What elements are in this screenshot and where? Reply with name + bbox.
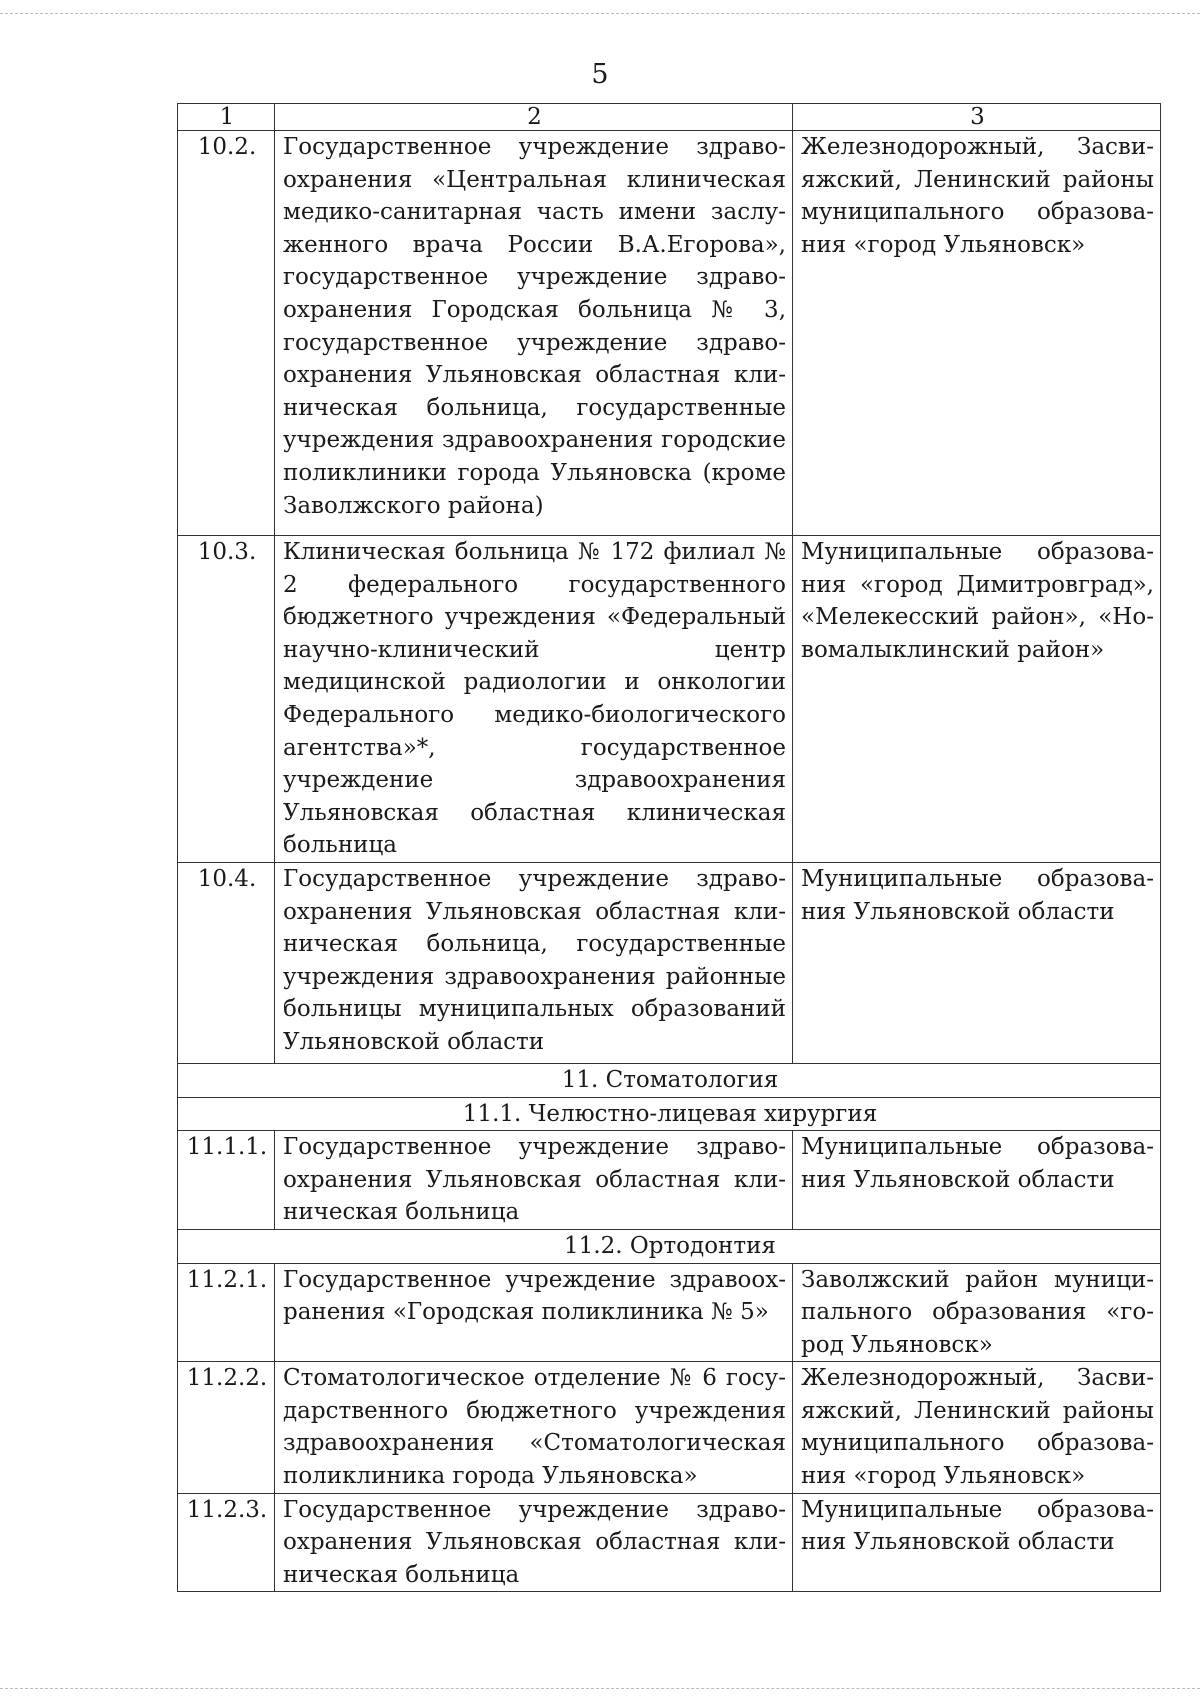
table-header-row <box>178 104 1161 131</box>
scan-artifact-bottom <box>0 1688 1200 1689</box>
institution-cell: Государственное учреждение здравоохранения Ульяновская областная клиническая больница <box>275 1493 793 1592</box>
table-body <box>178 104 1161 1592</box>
table-row <box>178 1263 1161 1362</box>
table-row <box>178 1493 1161 1592</box>
table-row <box>178 1362 1161 1493</box>
section-title: 11. Стоматология <box>178 1063 1161 1097</box>
territory-cell: Железнодорожный, Засвияжский, Ленинский районы муниципального образования «город Ульяновск» <box>793 131 1161 536</box>
subsection-title: 11.1. Челюстно-лицевая хирургия <box>178 1097 1161 1131</box>
institution-cell: Государственное учреждение здравоохранения «Центральная клиническая медико-санитарная часть имени заслуженного врача России В.А.Егорова», государственное учреждение здравоохранения Городская больница № 3, государственное учреждение здравоохранения Ульяновская областная клиническая больница, государственные учреждения здравоохранения городские поликлиники города Ульяновска (кроме Заволжского района) <box>275 131 793 536</box>
territory-cell: Муниципальные образования Ульяновской области <box>793 1131 1161 1230</box>
row-number: 11.1.1. <box>178 1131 275 1230</box>
page-number: 5 <box>591 59 609 90</box>
table-row <box>178 131 1161 536</box>
row-number: 11.2.1. <box>178 1263 275 1362</box>
section-row <box>178 1063 1161 1097</box>
institution-cell: Клиническая больница № 172 филиал № 2 федерального государственного бюджетного учреждения «Федеральный научно-клинический центр медицинской радиологии и онкологии Федерального медико-биологического агентства»*, государственное учреждение здравоохранения Ульяновская областная клиническая больница <box>275 536 793 863</box>
subsection-title: 11.2. Ортодонтия <box>178 1229 1161 1263</box>
row-number: 10.4. <box>178 862 275 1063</box>
row-number: 10.2. <box>178 131 275 536</box>
column-header-2: 2 <box>275 104 793 131</box>
section-row <box>178 1229 1161 1263</box>
territory-cell: Заволжский район муниципального образования «город Ульяновск» <box>793 1263 1161 1362</box>
row-number: 10.3. <box>178 536 275 863</box>
scan-artifact-top <box>0 13 1200 14</box>
column-header-1: 1 <box>178 104 275 131</box>
territory-cell: Муниципальные образования Ульяновской области <box>793 1493 1161 1592</box>
territory-cell: Муниципальные образования Ульяновской области <box>793 862 1161 1063</box>
territory-cell: Железнодорожный, Засвияжский, Ленинский районы муниципального образования «город Ульяновск» <box>793 1362 1161 1493</box>
institution-cell: Государственное учреждение здравоохранения Ульяновская областная клиническая больница, государственные учреждения здравоохранения районные больницы муниципальных образований Ульяновской области <box>275 862 793 1063</box>
row-number: 11.2.3. <box>178 1493 275 1592</box>
row-number: 11.2.2. <box>178 1362 275 1493</box>
institution-cell: Государственное учреждение здравоохранения Ульяновская областная клиническая больница <box>275 1131 793 1230</box>
institution-cell: Государственное учреждение здравоохранения «Городская поликлиника № 5» <box>275 1263 793 1362</box>
territory-cell: Муниципальные образования «город Димитровград», «Мелекесский район», «Новомалыклинский район» <box>793 536 1161 863</box>
column-header-3: 3 <box>793 104 1161 131</box>
table-row <box>178 1131 1161 1230</box>
institutions-table <box>177 103 1161 1592</box>
table-row <box>178 862 1161 1063</box>
section-row <box>178 1097 1161 1131</box>
table-row <box>178 536 1161 863</box>
institution-cell: Стоматологическое отделение № 6 государственного бюджетного учреждения здравоохранения «Стоматологическая поликлиника города Ульяновска» <box>275 1362 793 1493</box>
